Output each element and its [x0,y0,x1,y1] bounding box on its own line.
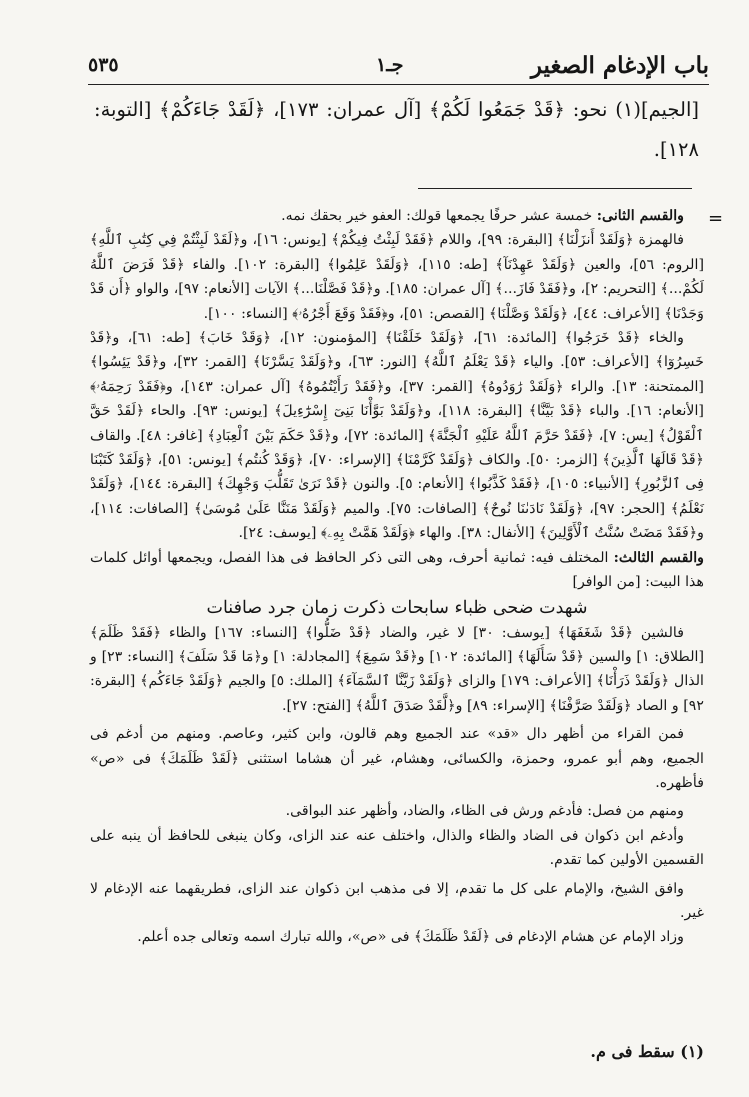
paragraph-text: خمسة عشر حرفًا يجمعها قولك: العفو خير بحقك نمه. [281,208,597,224]
commentary-paragraph: وافق الشيخ، والإمام على كل ما تقدم، إلا فى مذهب ابن ذكوان عند الزاى، فطريقهما عنه الإدغام لا غير. [90,880,704,921]
verse-line: شهدت ضحى ظباء سابحات ذكرت زمان جرد صافنات [206,597,588,618]
main-text: [الجيم](١) نحو: ﴿قَدْ جَمَعُوا لَكُمْ﴾ [آل عمران: ١٧٣]، ﴿لَقَدْ جَاءَكُمْ﴾ [التوبة: ١٢٨]. [94,98,699,161]
volume-label: جـ١ [376,54,404,76]
commentary-paragraph: فمن القراء من أظهر دال «قد» عند الجميع وهم قالون، وابن كثير، وعاصم. ومنهم من أدغم فى الجميع، وهم أبو عمرو، وحمزة، والكسائى، وهشام، غير أن هشاما استثنى ﴿لَقَدْ ظَلَمَكَ﴾ فى «ص» فأظهره. [90,726,704,791]
commentary-paragraph: وزاد الإمام عن هشام الإدغام فى ﴿لَقَدْ ظَلَمَكَ﴾ فى «ص»، والله تبارك اسمه وتعالى جده أعلم. [137,929,684,946]
commentary-paragraph [90,204,704,228]
section-label: والقسم الثانى: [596,208,684,224]
commentary-paragraph [90,546,704,595]
commentary-paragraph: ومنهم من فصل: فأدغم ورش فى الظاء، والضاد، وأظهر عند البواقى. [285,803,684,820]
commentary-paragraph: فالهمزة ﴿وَلَقَدْ أَنزَلْنَا﴾ [البقرة: ٩٩]، واللام ﴿فَقَدْ لَبِثْتُ فِيكُمْ﴾ [يونس: ١٦]، و﴿لَقَدْ لَبِثْتُمْ فِي كِتَٰبِ ٱللَّهِ﴾ [الروم: ٥٦]، والعين ﴿وَلَقَدْ عَهِدْنَآ﴾ [طه: ١١٥]، ﴿وَلَقَدْ عَلِمُوا﴾ [البقرة: ١٠٢]. والفاء ﴿قَدْ فَرَضَ ٱللَّهُ لَكُمْ...﴾ [التحريم: ٢]، و﴿فَقَدْ فَازَ...﴾ [آل عمران: ١٨٥]. و﴿قَدْ فَصَّلْنَا...﴾ الآيات [الأنعام: ٩٧]، والواو ﴿أَن قَدْ وَجَدْنَا﴾ [الأعراف: ٤٤]، ﴿وَلَقَدْ وَصَّلْنَا﴾ [القصص: ٥١]، و﴿فَقَدْ وَقَعَ أَجْرُهُۥ﴾ [النساء: ١٠٠]. [90,232,705,322]
commentary-paragraph: فالشين ﴿قَدْ شَغَفَهَا﴾ [يوسف: ٣٠] لا غير، والضاد ﴿قَدْ ضَلُّوا﴾ [النساء: ١٦٧] والظاء ﴿فَقَدْ ظَلَمَ﴾ [الطلاق: ١] والسين ﴿قَدْ سَأَلَهَا﴾ [المائدة: ١٠٢] و﴿قَدْ سَمِعَ﴾ [المجادلة: ١] و﴿مَا قَدْ سَلَفَ﴾ [النساء: ٢٣] و الذال ﴿وَلَقَدْ ذَرَأْنَا﴾ [الأعراف: ١٧٩] والزاى ﴿وَلَقَدْ زَيَّنَّا ٱلسَّمَآءَ﴾ [الملك: ٥] والجيم ﴿وَلَقَدْ جَاءَكُم﴾ [البقرة: ٩٢] و الصاد ﴿وَلَقَدْ صَرَّفْنَا﴾ [الإسراء: ٨٩] و﴿لَّقَدْ صَدَقَ ٱللَّهُ﴾ [الفتح: ٢٧]. [90,624,704,714]
chapter-title: باب الإدغام الصغير [530,52,709,79]
section-label: والقسم الثالث: [613,549,704,566]
continuation-mark: = [708,208,724,229]
commentary-paragraph: وأدغم ابن ذكوان فى الضاد والظاء والذال، واختلف عنه عند الزاى، وكان ينبغى للحافظ أن ينبه على القسمين الأولين كما تقدم. [90,827,704,869]
commentary-block [90,204,704,950]
page-number: ٥٣٥ [88,54,119,76]
paragraph-text: المختلف فيه: ثمانية أحرف، وهى التى ذكر الحافظ فى هذا الفصل، ويجمعها أوائل كلمات هذا البيت: [من الوافر] [90,549,704,591]
footnote: (١) سقط فى م. [590,1042,704,1061]
footnote-divider [418,188,692,189]
commentary-paragraph: والخاء ﴿قَدْ خَرَجُوا﴾ [المائدة: ٦١]، ﴿وَلَقَدْ خَلَقْنَا﴾ [المؤمنون: ١٢]، ﴿وَقَدْ خَابَ﴾ [طه: ٦١]، و﴿قَدْ خَسِرُوٓا﴾ [الأعراف: ٥٣]. والياء ﴿قَدْ يَعْلَمُ ٱللَّهُ﴾ [النور: ٦٣]، و﴿وَلَقَدْ يَسَّرْنَا﴾ [القمر: ٣٢]، و﴿قَدْ يَئِسُوا﴾ [الممتحنة: ١٣]. والراء ﴿وَلَقَدْ رَٰوَدُوهُ﴾ [القمر: ٣٧]، و﴿فَقَدْ رَأَيْتُمُوهُ﴾ [آل عمران: ١٤٣]، و﴿فَقَدْ رَحِمَهُۥ﴾ [الأنعام: ١٦]. والباء ﴿قَدْ بَيَّنَّا﴾ [البقرة: ١١٨]، و﴿وَلَقَدْ بَوَّأْنَا بَنِىٓ إِسْرَٰٓءِيلَ﴾ [يونس: ٩٣]. والحاء ﴿لَقَدْ حَقَّ ٱلْقَوْلُ﴾ [يس: ٧]، ﴿فَقَدْ حَرَّمَ ٱللَّهُ عَلَيْهِ ٱلْجَنَّةَ﴾ [المائدة: ٧٢]، و﴿قَدْ حَكَمَ بَيْنَ ٱلْعِبَادِ﴾ [غافر: ٤٨]. والقاف ﴿قَدْ قَالَهَا ٱلَّذِينَ﴾ [الزمر: ٥٠]. والكاف ﴿وَلَقَدْ كَرَّمْنَا﴾ [الإسراء: ٧٠]، ﴿وَقَدْ كُنتُم﴾ [يونس: ٥١]، ﴿وَلَقَدْ كَتَبْنَا فِى ٱلزَّبُورِ﴾ [الأنبياء: ١٠٥]، ﴿فَقَدْ كَذَّبُوا﴾ [الأنعام: ٥]. والنون ﴿قَدْ نَرَىٰ تَقَلُّبَ وَجْهِكَ﴾ [البقرة: ١٤٤]، ﴿وَلَقَدْ نَعْلَمُ﴾ [الحجر: ٩٧]، ﴿وَلَقَدْ نَادَىٰنَا نُوحٌ﴾ [الصافات: ٧٥]. والميم ﴿وَلَقَدْ مَنَنَّا عَلَىٰ مُوسَىٰ﴾ [الصافات: ١١٤]، و﴿فَقَدْ مَضَتْ سُنَّتُ ٱلْأَوَّلِينَ﴾ [الأنفال: ٣٨]. والهاء ﴿وَلَقَدْ هَمَّتْ بِهِۦ﴾ [يوسف: ٢٤]. [90,330,705,542]
running-header [88,50,709,85]
